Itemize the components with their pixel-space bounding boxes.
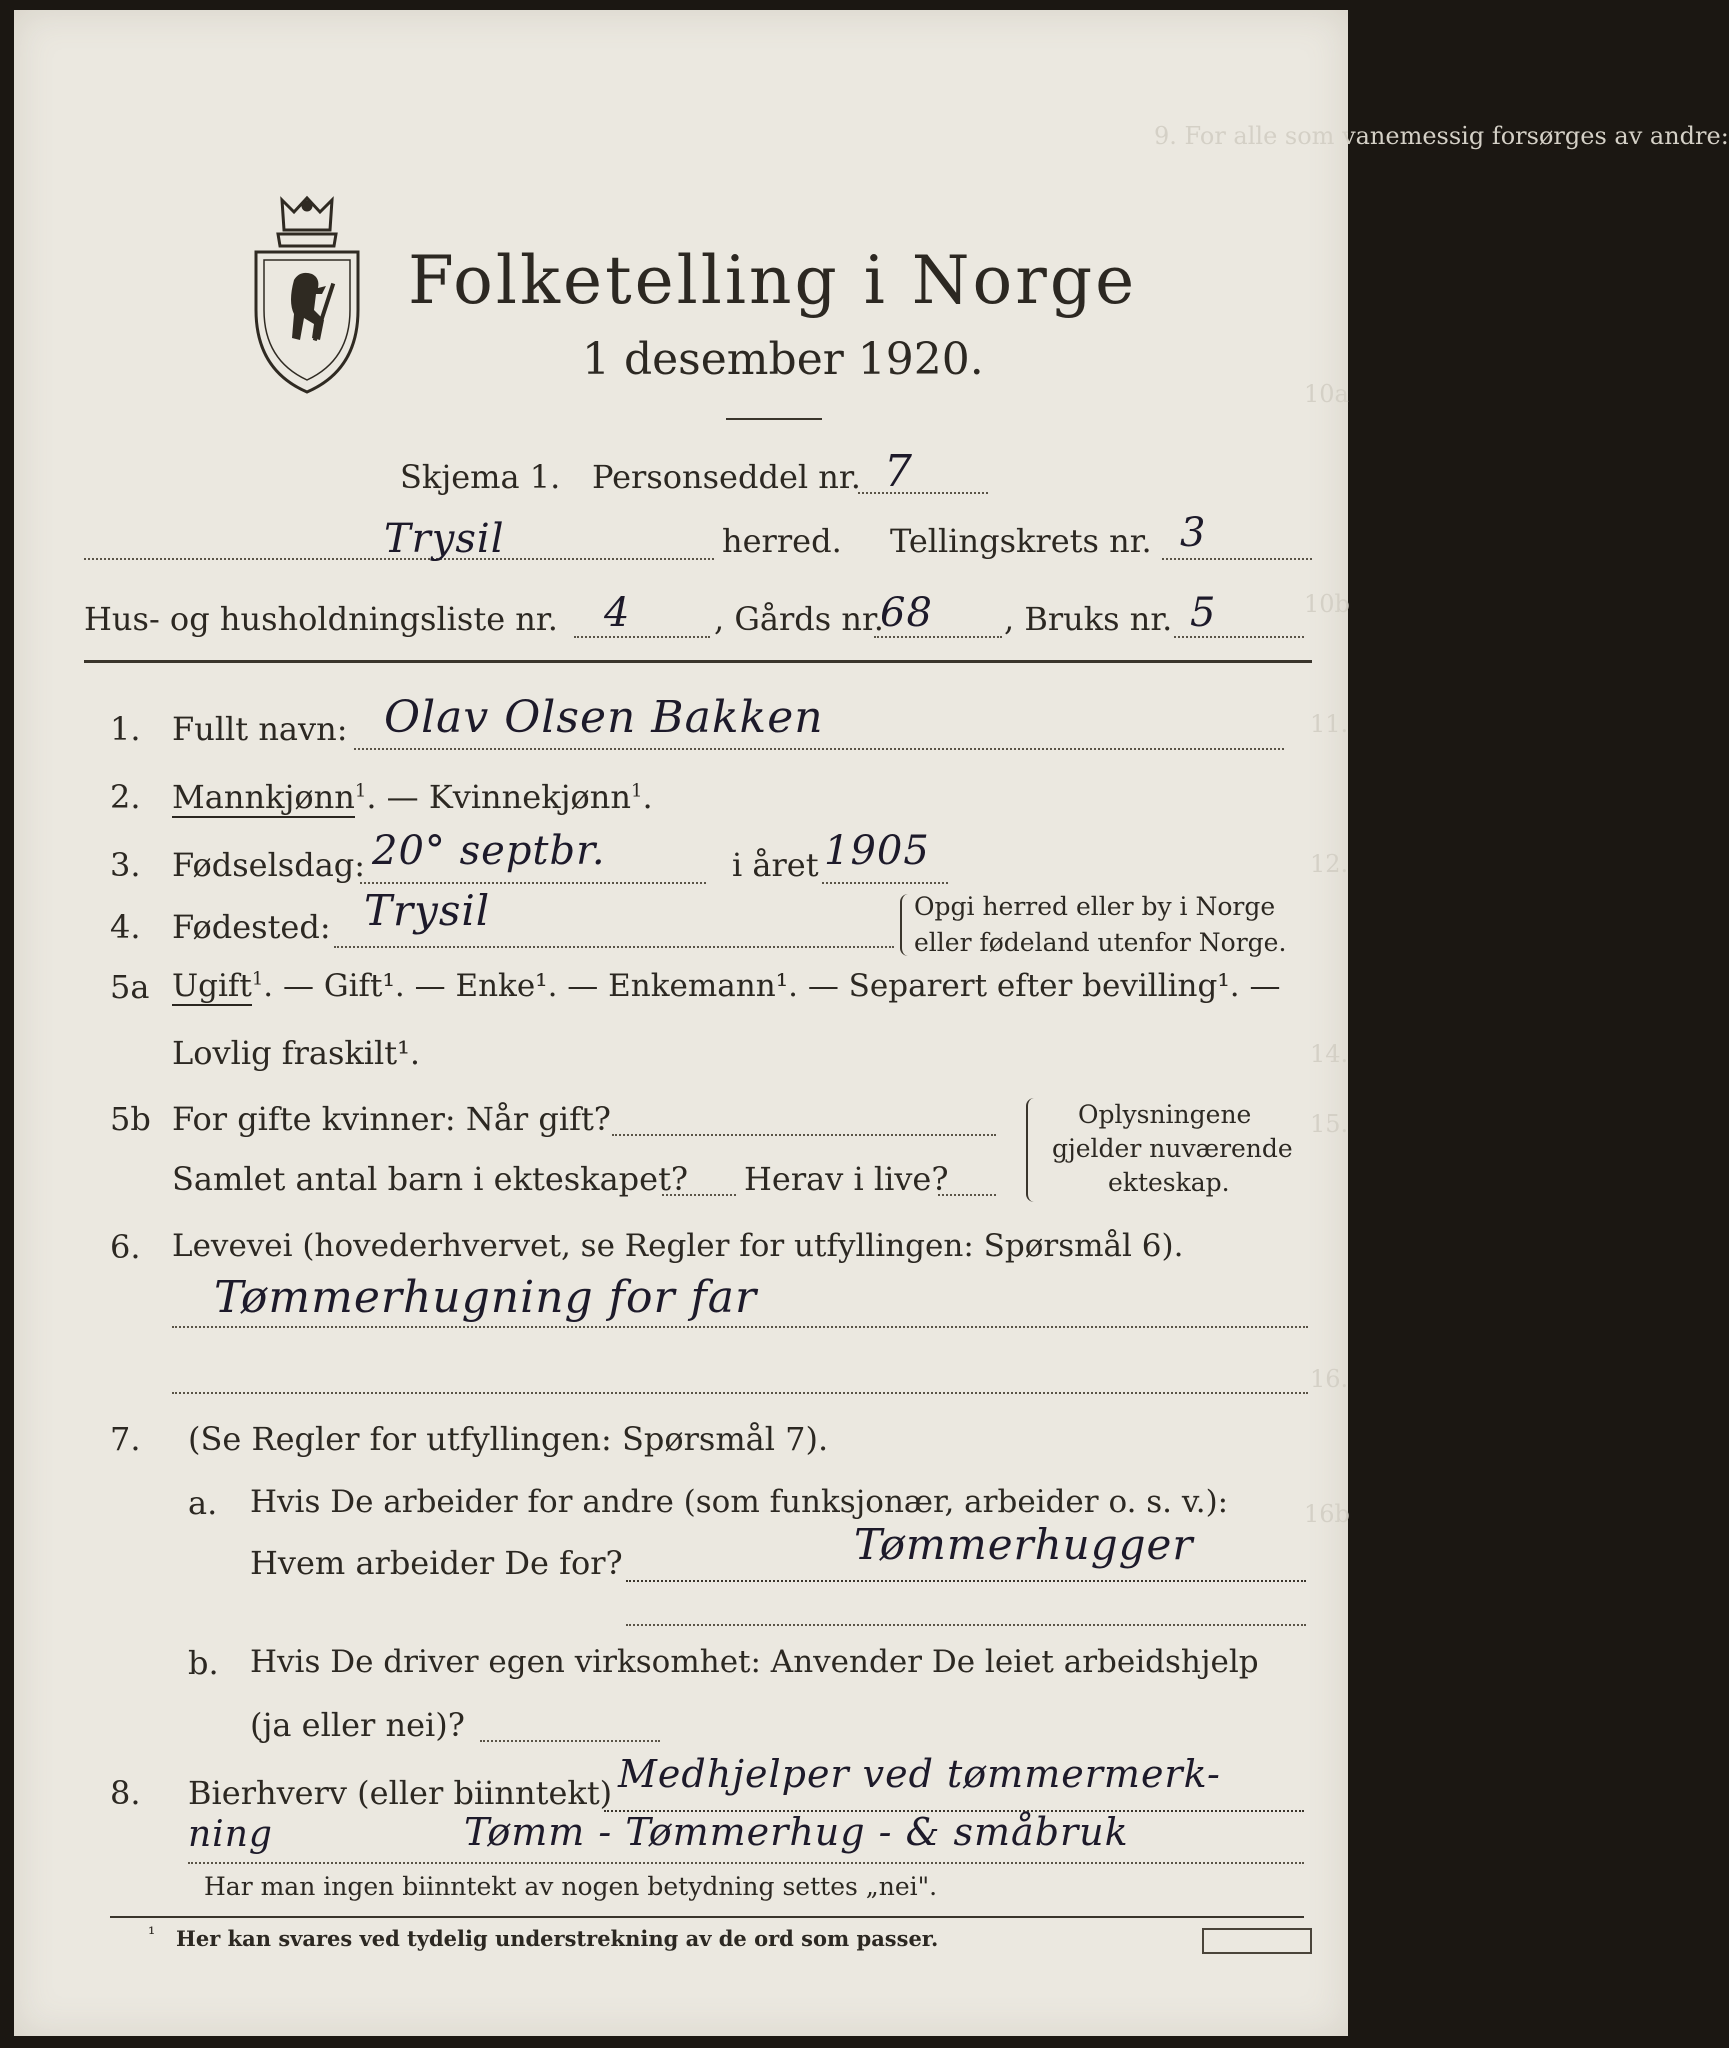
- q1-line: [354, 748, 1284, 750]
- q7a-number: a.: [188, 1484, 218, 1522]
- q7a-line2: Hvem arbeider De for?: [250, 1544, 623, 1582]
- husliste-label: Hus- og husholdningsliste nr.: [84, 600, 558, 638]
- q1-number: 1.: [110, 710, 141, 748]
- q5b-children-label: Samlet antal barn i ekteskapet?: [172, 1160, 689, 1198]
- side-income-value-line1[interactable]: Medhjelper ved tømmermerk-: [618, 1752, 1221, 1796]
- birthdate-value[interactable]: 20° septbr.: [372, 828, 606, 874]
- census-form-sheet: [14, 10, 1729, 2036]
- bleed-through-text: 16.: [1310, 1365, 1349, 1393]
- q5b-note-line3: ekteskap.: [1108, 1168, 1230, 1197]
- tellingskrets-number[interactable]: 3: [1180, 510, 1207, 556]
- q6-number: 6.: [110, 1228, 141, 1266]
- bleed-through-text: 9. For alle som vanemessig forsørges av andre:: [1154, 122, 1729, 150]
- q3-number: 3.: [110, 846, 141, 884]
- hired-help-line: [480, 1740, 660, 1742]
- husliste-number[interactable]: 4: [604, 590, 631, 636]
- footnote-divider: [110, 1916, 1304, 1918]
- q4-note-line1: Opgi herred eller by i Norge: [914, 892, 1276, 921]
- birthdate-line: [360, 882, 706, 884]
- q5b-note-line1: Oplysningene: [1078, 1100, 1252, 1129]
- full-name-value[interactable]: Olav Olsen Bakken: [384, 692, 824, 743]
- footnote-mark: ¹: [148, 1924, 156, 1945]
- children-line: [662, 1194, 736, 1196]
- herred-value[interactable]: Trysil: [384, 516, 505, 562]
- female-option[interactable]: Kvinnekjønn: [428, 778, 631, 816]
- bleed-through-text: 14.: [1310, 1040, 1349, 1068]
- q4-number: 4.: [110, 908, 141, 946]
- tellingskrets-line: [1162, 558, 1312, 560]
- norway-coat-of-arms-icon: [242, 190, 372, 400]
- employer-line-2: [626, 1624, 1306, 1626]
- bleed-through-text: 15.: [1310, 1110, 1349, 1138]
- alive-line: [938, 1194, 996, 1196]
- side-income-line-2: [188, 1862, 1304, 1864]
- herred-label: herred.: [722, 522, 842, 560]
- q6-label: Levevei (hovederhvervet, se Regler for utfyllingen: Spørsmål 6).: [172, 1228, 1184, 1264]
- married-when-line: [612, 1134, 996, 1136]
- tellingskrets-label: Tellingskrets nr.: [890, 522, 1152, 560]
- bruks-line: [1174, 636, 1304, 638]
- bruks-number[interactable]: 5: [1190, 590, 1217, 636]
- bleed-through-text: 10b: [1304, 590, 1350, 618]
- q1-label: Fullt navn:: [172, 710, 348, 748]
- census-date: 1 desember 1920.: [582, 334, 984, 385]
- q5a-options: Ugift$^1$. — Gift¹. — Enke¹. — Enkemann¹. — Separert efter bevilling¹. —: [172, 968, 1281, 1004]
- birthplace-value[interactable]: Trysil: [364, 886, 491, 935]
- bleed-through-text: 10a: [1304, 380, 1349, 408]
- q7-number: 7.: [110, 1420, 141, 1458]
- birthyear-line: [822, 882, 948, 884]
- q5b-number: 5b: [110, 1100, 151, 1138]
- q4-note-brace: [900, 894, 910, 956]
- birthyear-value[interactable]: 1905: [824, 828, 930, 874]
- year-label: i året: [732, 846, 819, 884]
- q8-label: Bierhverv (eller biinntekt): [188, 1774, 613, 1812]
- header-divider: [84, 660, 1312, 663]
- q4-label: Fødested:: [172, 908, 331, 946]
- q5b-note-brace: [1026, 1098, 1038, 1202]
- q2-options: Mannkjønn$^1$. — Kvinnekjønn$^1$.: [172, 778, 653, 816]
- q8-note: Har man ingen biinntekt av nogen betydning settes „nei".: [204, 1872, 938, 1901]
- q7b-number: b.: [188, 1644, 219, 1682]
- personseddel-label: Personseddel nr.: [592, 458, 861, 496]
- schema-label: Skjema 1.: [400, 458, 561, 496]
- occupation-line-2: [172, 1392, 1308, 1394]
- q3-label: Fødselsdag:: [172, 846, 366, 884]
- occupation-value[interactable]: Tømmerhugning for far: [214, 1272, 758, 1323]
- q7b-line2: (ja eller nei)?: [250, 1706, 465, 1744]
- male-option[interactable]: Mannkjønn: [172, 778, 355, 816]
- bleed-through-text: 16b: [1304, 1500, 1350, 1528]
- q7-label: (Se Regler for utfyllingen: Spørsmål 7).: [188, 1420, 829, 1458]
- q5a-line2: Lovlig fraskilt¹.: [172, 1034, 421, 1072]
- q7a-line1: Hvis De arbeider for andre (som funksjonær, arbeider o. s. v.):: [250, 1484, 1229, 1520]
- bleed-through-text: 12.: [1310, 850, 1349, 878]
- birthplace-line: [334, 946, 894, 948]
- q5b-alive-label: Herav i live?: [744, 1160, 949, 1198]
- employer-line: [626, 1580, 1306, 1582]
- personseddel-line: [858, 492, 988, 494]
- bleed-through-text: 11.: [1310, 710, 1349, 738]
- husliste-line: [574, 636, 710, 638]
- q4-note-line2: eller fødeland utenfor Norge.: [914, 928, 1287, 957]
- q2-number: 2.: [110, 778, 141, 816]
- gards-label: , Gårds nr.: [714, 600, 884, 638]
- printer-stamp: [1202, 1928, 1312, 1954]
- unmarried-option[interactable]: Ugift: [172, 968, 252, 1004]
- personseddel-number[interactable]: 7: [884, 446, 913, 497]
- footnote-text: Her kan svares ved tydelig understrekning av de ord som passer.: [176, 1926, 939, 1951]
- bruks-label: , Bruks nr.: [1004, 600, 1173, 638]
- side-income-value-line2a[interactable]: ning: [188, 1814, 273, 1855]
- gards-number[interactable]: 68: [880, 590, 933, 636]
- q5b-note-line2: gjelder nuværende: [1052, 1134, 1293, 1163]
- employer-value[interactable]: Tømmerhugger: [854, 1520, 1194, 1569]
- q5b-line1: For gifte kvinner: Når gift?: [172, 1100, 611, 1138]
- title-divider: [726, 418, 822, 420]
- side-income-value-line2b[interactable]: Tømm - Tømmerhug - & småbruk: [464, 1810, 1129, 1854]
- q8-number: 8.: [110, 1774, 141, 1812]
- occupation-line: [172, 1326, 1308, 1328]
- gards-line: [874, 636, 1002, 638]
- form-title: Folketelling i Norge: [408, 242, 1138, 319]
- q7b-line1: Hvis De driver egen virksomhet: Anvender De leiet arbeidshjelp: [250, 1644, 1259, 1680]
- q5a-number: 5a: [110, 968, 150, 1006]
